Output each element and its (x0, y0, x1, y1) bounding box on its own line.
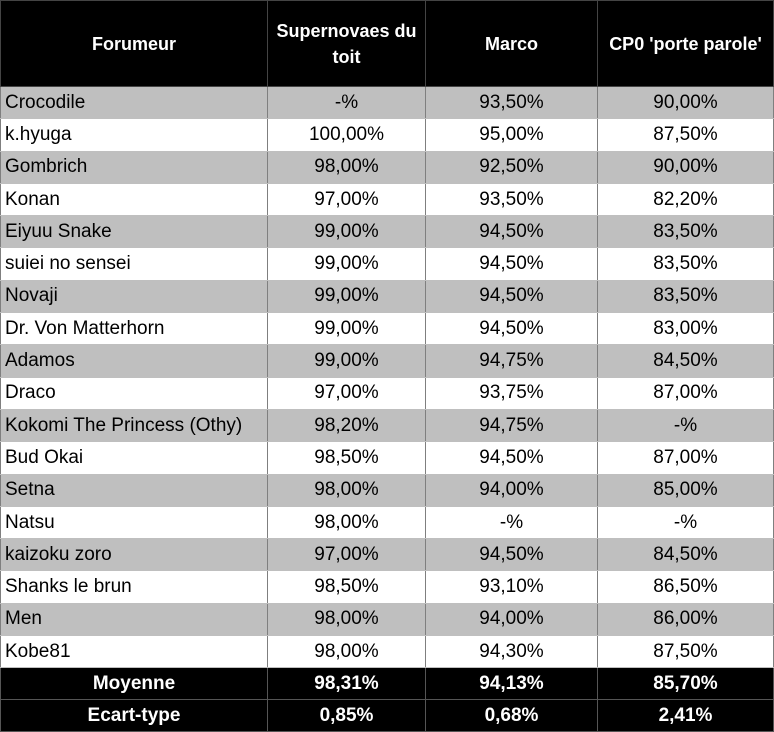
table-row (1, 636, 774, 668)
table-row (1, 506, 774, 538)
marco-cell: 94,75% (426, 345, 598, 377)
marco-cell: 92,50% (426, 151, 598, 183)
footer-value: 94,13% (426, 668, 598, 700)
marco-cell: 94,50% (426, 280, 598, 312)
supernovaes-cell: 97,00% (268, 183, 426, 215)
supernovaes-cell: 98,00% (268, 474, 426, 506)
table-row (1, 377, 774, 409)
table-row (1, 345, 774, 377)
footer-value: 85,70% (598, 668, 774, 700)
forumeur-cell: Natsu (1, 506, 268, 538)
marco-cell: 93,50% (426, 87, 598, 119)
table-row (1, 539, 774, 571)
cp0-cell: 83,50% (598, 280, 774, 312)
cp0-cell: 87,00% (598, 377, 774, 409)
cp0-cell: 86,00% (598, 603, 774, 635)
table-row (1, 603, 774, 635)
forumeur-cell: suiei no sensei (1, 248, 268, 280)
cp0-cell: -% (598, 506, 774, 538)
footer-label: Moyenne (1, 668, 268, 700)
table-row (1, 313, 774, 345)
footer-value: 0,68% (426, 700, 598, 732)
footer-label: Ecart-type (1, 700, 268, 732)
forumeur-cell: Kobe81 (1, 636, 268, 668)
forumeur-cell: k.hyuga (1, 119, 268, 151)
table-row (1, 119, 774, 151)
cp0-cell: 86,50% (598, 571, 774, 603)
marco-cell: 93,75% (426, 377, 598, 409)
cp0-cell: 84,50% (598, 345, 774, 377)
supernovaes-cell: 99,00% (268, 313, 426, 345)
supernovaes-cell: 98,50% (268, 442, 426, 474)
table-row (1, 474, 774, 506)
supernovaes-cell: 99,00% (268, 248, 426, 280)
supernovaes-cell: 98,00% (268, 603, 426, 635)
marco-cell: 95,00% (426, 119, 598, 151)
marco-cell: 94,50% (426, 442, 598, 474)
footer-value: 2,41% (598, 700, 774, 732)
header-forumeur: Forumeur (1, 1, 268, 87)
table-row (1, 442, 774, 474)
supernovaes-cell: 97,00% (268, 539, 426, 571)
forumeur-cell: Gombrich (1, 151, 268, 183)
supernovaes-cell: 99,00% (268, 216, 426, 248)
header-supernovaes: Supernovaes du toit (268, 1, 426, 87)
marco-cell: 94,75% (426, 409, 598, 441)
forumeur-cell: kaizoku zoro (1, 539, 268, 571)
supernovaes-cell: 98,50% (268, 571, 426, 603)
cp0-cell: 87,50% (598, 119, 774, 151)
forumeur-cell: Setna (1, 474, 268, 506)
cp0-cell: 85,00% (598, 474, 774, 506)
forumeur-cell: Bud Okai (1, 442, 268, 474)
table-header (1, 1, 774, 87)
header-marco: Marco (426, 1, 598, 87)
supernovaes-cell: 98,00% (268, 506, 426, 538)
marco-cell: 94,00% (426, 474, 598, 506)
supernovaes-cell: 99,00% (268, 280, 426, 312)
marco-cell: 94,30% (426, 636, 598, 668)
table-row (1, 280, 774, 312)
cp0-cell: 90,00% (598, 87, 774, 119)
table-row (1, 248, 774, 280)
cp0-cell: 83,00% (598, 313, 774, 345)
std-dev-row (1, 700, 774, 732)
supernovaes-cell: 100,00% (268, 119, 426, 151)
table-body (1, 87, 774, 668)
marco-cell: 93,50% (426, 183, 598, 215)
forumeur-cell: Novaji (1, 280, 268, 312)
table-row (1, 409, 774, 441)
table-footer (1, 668, 774, 732)
marco-cell: 94,50% (426, 313, 598, 345)
forumeur-cell: Crocodile (1, 87, 268, 119)
marco-cell: 94,50% (426, 539, 598, 571)
supernovaes-cell: 99,00% (268, 345, 426, 377)
cp0-cell: 84,50% (598, 539, 774, 571)
cp0-cell: 82,20% (598, 183, 774, 215)
cp0-cell: 87,00% (598, 442, 774, 474)
forumeur-cell: Draco (1, 377, 268, 409)
cp0-cell: -% (598, 409, 774, 441)
header-cp0: CP0 'porte parole' (598, 1, 774, 87)
forumeur-cell: Adamos (1, 345, 268, 377)
forumeur-cell: Kokomi The Princess (Othy) (1, 409, 268, 441)
supernovaes-cell: 98,00% (268, 151, 426, 183)
marco-cell: 93,10% (426, 571, 598, 603)
cp0-cell: 90,00% (598, 151, 774, 183)
forumeur-cell: Eiyuu Snake (1, 216, 268, 248)
forumeur-cell: Shanks le brun (1, 571, 268, 603)
forumeur-cell: Men (1, 603, 268, 635)
table-row (1, 151, 774, 183)
table-row (1, 183, 774, 215)
cp0-cell: 83,50% (598, 248, 774, 280)
supernovaes-cell: -% (268, 87, 426, 119)
marco-cell: 94,50% (426, 216, 598, 248)
marco-cell: -% (426, 506, 598, 538)
marco-cell: 94,50% (426, 248, 598, 280)
average-row (1, 668, 774, 700)
forumeur-cell: Konan (1, 183, 268, 215)
header-row (1, 1, 774, 87)
forumeur-cell: Dr. Von Matterhorn (1, 313, 268, 345)
table-row (1, 571, 774, 603)
supernovaes-cell: 98,20% (268, 409, 426, 441)
supernovaes-cell: 97,00% (268, 377, 426, 409)
footer-value: 98,31% (268, 668, 426, 700)
footer-value: 0,85% (268, 700, 426, 732)
cp0-cell: 87,50% (598, 636, 774, 668)
cp0-cell: 83,50% (598, 216, 774, 248)
marco-cell: 94,00% (426, 603, 598, 635)
supernovaes-cell: 98,00% (268, 636, 426, 668)
table-row (1, 216, 774, 248)
table-row (1, 87, 774, 119)
